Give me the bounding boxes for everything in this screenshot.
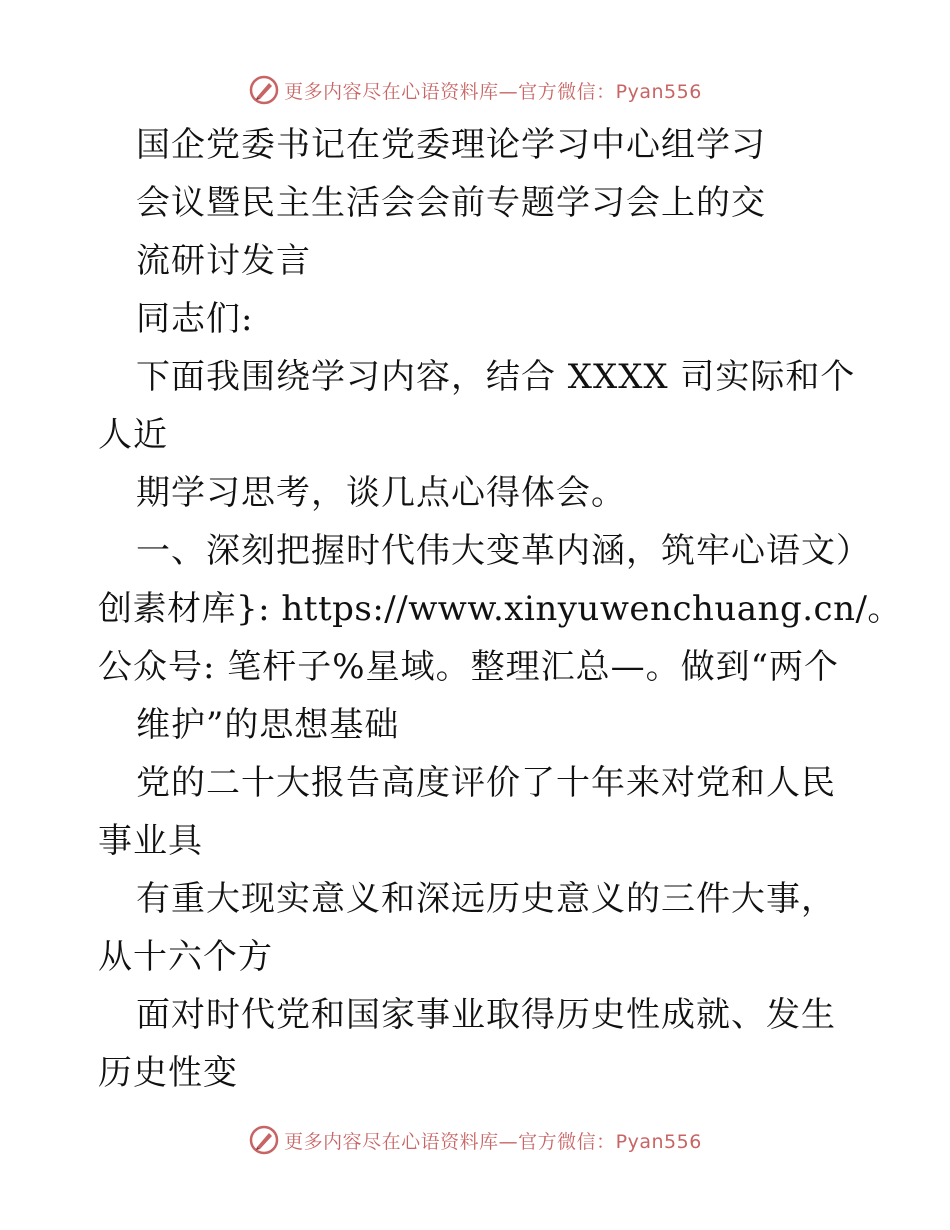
title-line-1: 国企党委书记在党委理论学习中心组学习 xyxy=(136,125,766,165)
paragraph-line: 期学习思考，谈几点心得体会。 xyxy=(136,473,626,513)
document-body xyxy=(98,116,902,1102)
title-line-2: 会议暨民主生活会会前专题学习会上的交 xyxy=(136,183,766,223)
paragraph-line: 创素材库}: https://www.xinyuwenchuang.cn/。 xyxy=(98,589,902,629)
title-line-3: 流研讨发言 xyxy=(136,241,311,281)
pen-logo-icon xyxy=(248,74,280,106)
watermark-text: 更多内容尽在心语资料库—官方微信：Pyan556 xyxy=(284,1130,702,1153)
watermark-text: 更多内容尽在心语资料库—官方微信：Pyan556 xyxy=(284,80,702,103)
paragraph-line: 有重大现实意义和深远历史意义的三件大事，从十六个方 xyxy=(98,879,836,977)
watermark-footer xyxy=(0,1120,950,1160)
paragraph-line: 面对时代党和国家事业取得历史性成就、发生历史性变 xyxy=(98,995,836,1093)
paragraph-line: 下面我围绕学习内容，结合 XXXX 司实际和个人近 xyxy=(98,357,856,455)
paragraph-line: 维护”的思想基础 xyxy=(136,705,400,745)
watermark-header xyxy=(0,70,950,110)
salutation: 同志们: xyxy=(136,299,254,339)
section-heading-line: 一、深刻把握时代伟大变革内涵，筑牢心语文） xyxy=(136,531,871,571)
paragraph-line: 公众号: 笔杆子%星域。整理汇总—。做到“两个 xyxy=(98,647,839,687)
pen-logo-icon xyxy=(248,1124,280,1156)
paragraph-line: 党的二十大报告高度评价了十年来对党和人民事业具 xyxy=(98,763,836,861)
